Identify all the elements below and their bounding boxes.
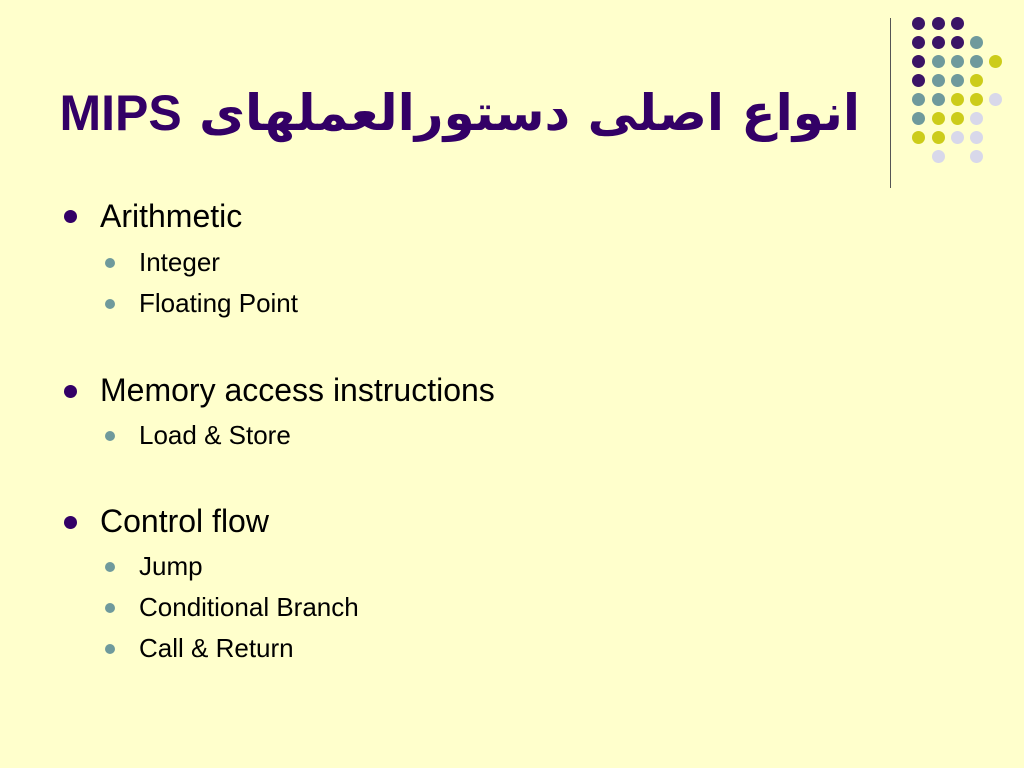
sub-bullet-icon (105, 431, 115, 441)
decorative-dot (989, 55, 1002, 68)
bullet-icon (64, 210, 77, 223)
decorative-dot (970, 150, 983, 163)
decorative-dot (932, 17, 945, 30)
sub-bullet-item-integer: Integer (139, 247, 220, 277)
decorative-dot (951, 36, 964, 49)
decorative-dot (912, 131, 925, 144)
decorative-dot (932, 74, 945, 87)
decorative-dot (970, 74, 983, 87)
decorative-dot (951, 74, 964, 87)
title-divider-line (890, 18, 891, 188)
decorative-dot (970, 93, 983, 106)
slide-title-arabic: انواع اصلی دستورالعملهای (199, 84, 860, 142)
decorative-dot (912, 55, 925, 68)
decorative-dot (970, 112, 983, 125)
sub-bullet-icon (105, 562, 115, 572)
sub-bullet-item-floating-point: Floating Point (139, 288, 298, 318)
sub-bullet-icon (105, 258, 115, 268)
bullet-icon (64, 516, 77, 529)
decorative-dot (989, 93, 1002, 106)
bullet-item-arithmetic: Arithmetic (100, 198, 243, 234)
decorative-dot (932, 36, 945, 49)
decorative-dot (912, 36, 925, 49)
decorative-dot (951, 93, 964, 106)
sub-bullet-item-jump: Jump (139, 551, 203, 581)
bullet-icon (64, 385, 77, 398)
bullet-item-control-flow: Control flow (100, 503, 269, 539)
decorative-dot (951, 17, 964, 30)
bullet-item-memory-access: Memory access instructions (100, 372, 495, 408)
decorative-dot (932, 112, 945, 125)
decorative-dot (970, 55, 983, 68)
decorative-dot (951, 55, 964, 68)
sub-bullet-icon (105, 644, 115, 654)
slide-title-latin: MIPS (59, 85, 182, 141)
decorative-dot (912, 74, 925, 87)
decorative-dot (912, 112, 925, 125)
decorative-dot (951, 131, 964, 144)
sub-bullet-item-load-store: Load & Store (139, 420, 291, 450)
decorative-dot (912, 93, 925, 106)
sub-bullet-item-call-return: Call & Return (139, 633, 294, 663)
decorative-dot (970, 36, 983, 49)
decorative-dot (932, 55, 945, 68)
sub-bullet-icon (105, 603, 115, 613)
slide-title (59, 84, 860, 142)
decorative-dot (932, 150, 945, 163)
decorative-dot (951, 112, 964, 125)
sub-bullet-item-conditional-branch: Conditional Branch (139, 592, 359, 622)
decorative-dot (970, 131, 983, 144)
decorative-dot (932, 93, 945, 106)
decorative-dot (912, 17, 925, 30)
sub-bullet-icon (105, 299, 115, 309)
decorative-dot (932, 131, 945, 144)
